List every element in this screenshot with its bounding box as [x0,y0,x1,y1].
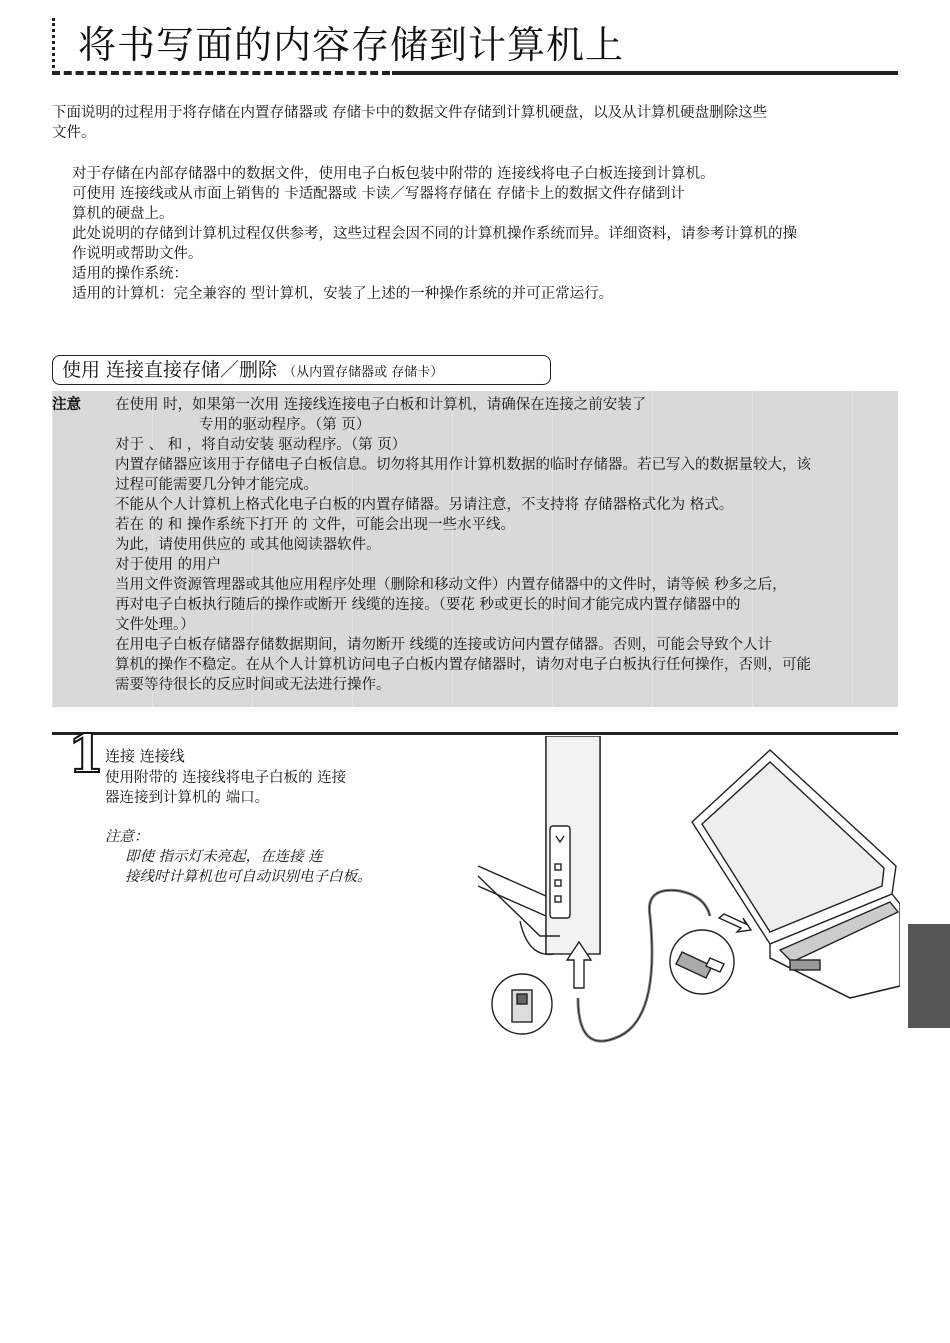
intro-line: 下面说明的过程用于将存储在内置存储器或 存储卡中的数据文件存储到计算机硬盘，以及从计算机硬盘删除这些 [52,105,768,121]
notes-label: 注意 [52,397,81,413]
side-thumb-tab [908,924,950,1028]
usb-a-connector-detail-icon [670,930,734,994]
note-line: 对于使用 的用户 [115,557,222,573]
whiteboard-stand-icon [478,736,600,954]
step-title: 连接 连接线 [105,747,185,765]
intro-paragraph [52,103,898,143]
step-number: 1 [68,724,105,785]
note-line: 在用电子白板存储器存储数据期间，请勿断开 线缆的连接或访问内置存储器。否则，可能会导致个人计 [115,637,773,653]
section-title-sub: （从内置存储器或 存储卡） [283,365,444,380]
note-line: 文件处理。） [115,617,195,633]
right-arrow-icon [719,914,751,932]
note-line: 不能从个人计算机上格式化电子白板的内置存储器。另请注意，不支持将 存储器格式化为 格式。 [115,497,734,513]
note-line: 内置存储器应该用于存储电子白板信息。切勿将其用作计算机数据的临时存储器。若已写入的数据量较大，该 [115,457,811,473]
note-line: 在使用 时，如果第一次用 连接线连接电子白板和计算机，请确保在连接之前安装了 [115,397,647,413]
note-line: 为此，请使用供应的 或其他阅读器软件。 [115,537,381,553]
usb-connection-illustration [470,736,900,1056]
title-dashed-rule [52,71,390,75]
step-note [125,847,465,887]
intro-line: 文件。 [52,125,96,141]
note-line: 过程可能需要几分钟才能完成。 [115,477,318,493]
step-note-line: 即使 指示灯未亮起，在连接 连 [125,849,323,865]
step-note-line: 接线时计算机也可自动识别电子白板。 [125,869,372,885]
note-line: 再对电子白板执行随后的操作或断开 线缆的连接。（要花 秒或更长的时间才能完成内置存储器中的 [115,597,741,613]
notes-list [115,395,897,695]
info-line: 适用的操作系统： [72,266,188,282]
info-line: 作说明或帮助文件。 [72,246,203,262]
note-line: 若在 的 和 操作系统下打开 的 文件，可能会出现一些水平线。 [115,517,516,533]
step-desc-line: 使用附带的 连接线将电子白板的 连接 [105,770,347,786]
info-list [72,164,898,304]
usb-b-connector-detail-icon [492,974,552,1034]
page-title: 将书写面的内容存储到计算机上 [78,23,625,67]
step-desc-line: 器连接到计算机的 端口。 [105,790,270,806]
info-line: 此处说明的存储到计算机过程仅供参考，这些过程会因不同的计算机操作系统而异。详细资料，请参考计算机的操 [72,226,797,242]
section-title-main: 使用 连接直接存储／删除 [62,359,278,381]
info-line: 适用的计算机：完全兼容的 型计算机，安装了上述的一种操作系统的并可正常运行。 [72,286,614,302]
step-rule [52,732,898,735]
note-line: 需要等待很长的反应时间或无法进行操作。 [115,677,391,693]
note-line: 专用的驱动程序。（第 页） [199,417,371,433]
info-line: 对于存储在内部存储器中的数据文件，使用电子白板包装中附带的 连接线将电子白板连接到计算机。 [72,166,715,182]
step-note-label: 注意： [105,829,149,845]
step-description [105,768,465,808]
title-dotted-marker [52,18,61,74]
note-line: 算机的操作不稳定。在从个人计算机访问电子白板内置存储器时，请勿对电子白板执行任何操作，否则，可能 [115,657,811,673]
section-heading [62,357,443,386]
title-solid-rule [392,71,898,75]
note-line: 当用文件资源管理器或其他应用程序处理（删除和移动文件）内置存储器中的文件时，请等候 秒多之后， [115,577,787,593]
info-line: 可使用 连接线或从市面上销售的 卡适配器或 卡读／写器将存储在 存储卡上的数据文件存储到计 [72,186,685,202]
info-line: 算机的硬盘上。 [72,206,174,222]
note-line: 对于 、 和 ，将自动安装 驱动程序。（第 页） [115,437,407,453]
